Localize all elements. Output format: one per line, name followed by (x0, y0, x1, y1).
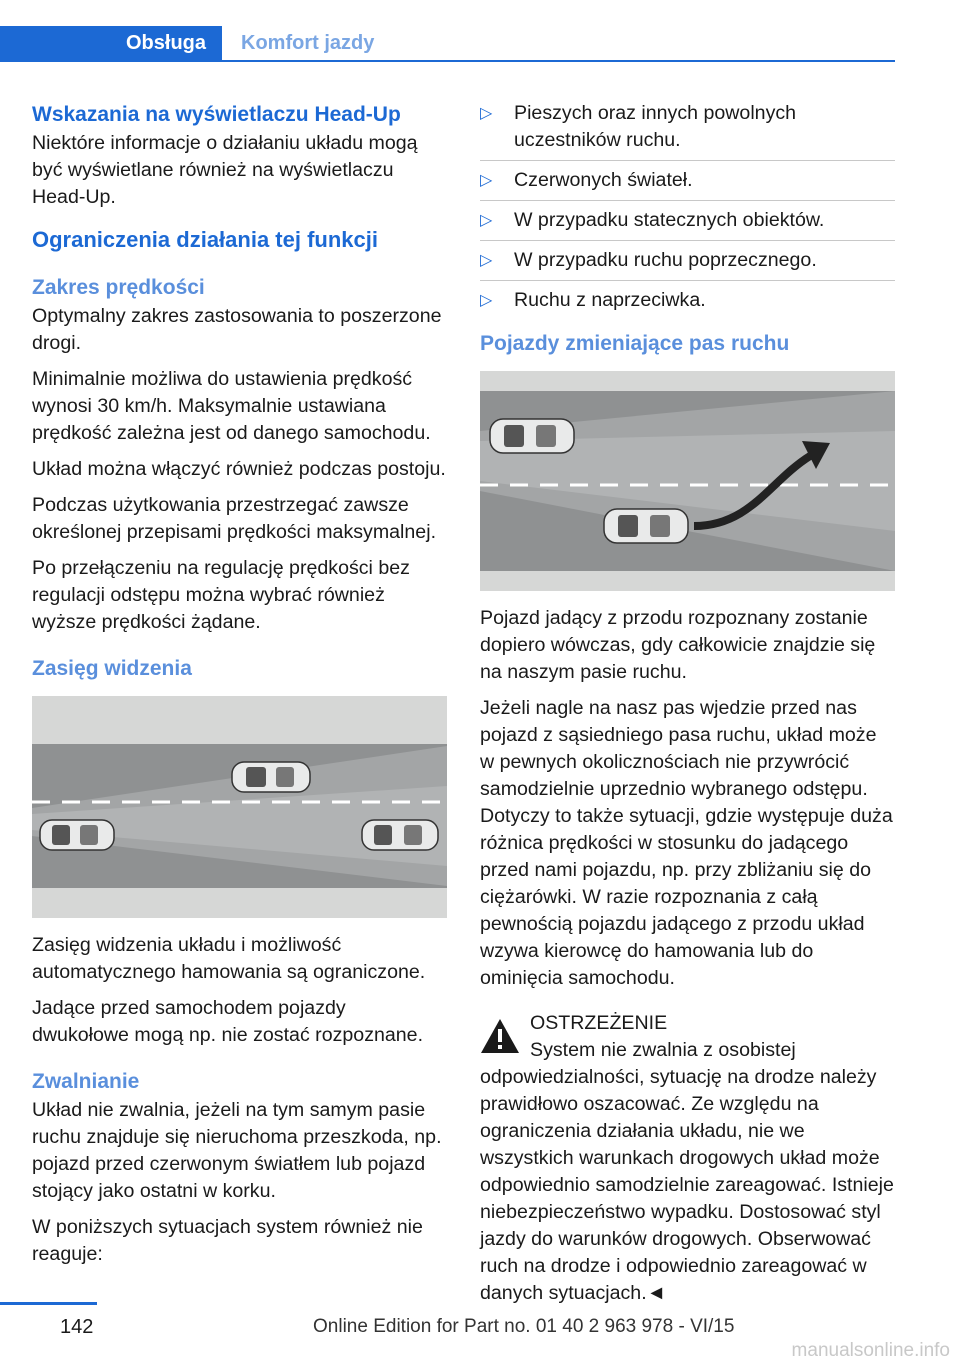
car-right (362, 820, 438, 850)
edition-text: Online Edition for Part no. 01 40 2 963 978 - VI/15 (313, 1316, 735, 1337)
list-item: ▷ Ruchu z naprzeciwka. (480, 287, 895, 320)
triangle-bullet-icon: ▷ (480, 292, 493, 309)
paragraph-speed-5: Po przełączeniu na regulację prędkości bez regulacji odstępu można wybrać również wyższe prędkości żądane. (32, 557, 410, 633)
car-own (40, 820, 114, 850)
paragraph-lane-1: Pojazd jadący z przodu rozpoznany zostanie dopiero wówczas, gdy całkowicie znajdzie się na naszym pasie ruchu. (480, 607, 876, 683)
tab-underline (0, 60, 895, 62)
paragraph-slowing-2: W poniższych sytuacjach system również nie reaguje: (32, 1216, 423, 1265)
figure-lane-change (480, 371, 895, 591)
warning-title: OSTRZEŻENIE (530, 1012, 668, 1034)
heading-speed-range: Zakres prędkości (32, 276, 205, 299)
warning-triangle-icon (480, 1018, 520, 1054)
paragraph-speed-4: Podczas użytkowania przestrzegać zawsze określonej przepisami prędkości maksymalnej. (32, 494, 437, 543)
tab-komfort-jazdy[interactable]: Komfort jazdy (241, 32, 375, 54)
paragraph-speed-3: Układ można włączyć również podczas postoju. (32, 458, 446, 480)
heading-head-up: Wskazania na wyświetlaczu Head-Up (32, 103, 401, 126)
figure-view-range (32, 696, 447, 918)
watermark: manualsonline.info (791, 1340, 950, 1361)
list-item: ▷ Czerwonych świateł. (480, 167, 895, 201)
triangle-bullet-icon: ▷ (480, 252, 493, 269)
warning-text: System nie zwalnia z osobistej odpowiedzialności, sytuację na drodze należy prawidłowo oszacować. Ze względu na ograniczenia działania układu, nie we wszystkich warunkach drogowych układ może odpowiednio samodzielnie zareagować. Istnieje niebezpieczeństwo wypadku. Dostosować styl jazdy do warunków drogowych. Obserwować ruch na drodze i odpowiednio zareagować w danych sytuacjach.◄ (480, 1039, 894, 1304)
list-item: ▷ W przypadku ruchu poprzecznego. (480, 247, 895, 281)
footer-line (0, 1302, 97, 1305)
heading-lane-change: Pojazdy zmieniające pas ruchu (480, 332, 790, 355)
car-own (490, 419, 574, 453)
list-item: ▷ W przypadku statecznych obiektów. (480, 207, 895, 241)
triangle-bullet-icon: ▷ (480, 212, 493, 229)
paragraph-speed-1: Optymalny zakres zastosowania to poszerzone drogi. (32, 305, 442, 354)
paragraph-head-up: Niektóre informacje o działaniu układu mogą być wyświetlane również na wyświetlaczu Head-Up. (32, 132, 418, 208)
heading-slowing: Zwalnianie (32, 1070, 140, 1093)
triangle-bullet-icon: ▷ (480, 172, 493, 189)
left-column (32, 100, 447, 1277)
no-reaction-list (480, 100, 895, 320)
car-merging (604, 509, 688, 543)
list-item: ▷ Pieszych oraz innych powolnych uczestników ruchu. (480, 100, 895, 161)
triangle-bullet-icon: ▷ (480, 105, 493, 122)
page-number: 142 (60, 1316, 94, 1338)
paragraph-view-2: Jadące przed samochodem pojazdy dwukołowe mogą np. nie zostać rozpoznane. (32, 997, 424, 1046)
right-column (480, 100, 895, 1307)
chapter-tabs (0, 26, 895, 62)
paragraph-slowing-1: Układ nie zwalnia, jeżeli na tym samym pasie ruchu znajduje się nieruchoma przeszkoda, np. pojazd przed czerwonym światłem lub pojazd stojący jako ostatni w korku. (32, 1099, 442, 1202)
paragraph-speed-2: Minimalnie możliwa do ustawienia prędkość wynosi 30 km/h. Maksymalnie ustawiana prędkość zależna jest od danego samochodu. (32, 368, 431, 444)
warning-box (480, 1010, 895, 1307)
tab-obsluga[interactable]: Obsługa (0, 26, 222, 61)
paragraph-lane-2: Jeżeli nagle na nasz pas wjedzie przed nas pojazd z sąsiedniego pasa ruchu, układ może w pewnych okolicznościach nie przywrócić samodzielnie uprzednio wybranego odstępu. Dotyczy to także sytuacji, gdzie występuje duża różnica prędkości w stosunku do jadącego przed nami pojazdu, np. przy zbliżaniu się do ciężarówki. W razie rozpoznania z całą pewnością pojazdu jadącego z przodu układ wzywa kierowcę do hamowania lub do ominięcia samochodu. (480, 697, 893, 989)
heading-limitations: Ograniczenia działania tej funkcji (32, 227, 378, 252)
car-front (232, 762, 310, 792)
paragraph-view-1: Zasięg widzenia układu i możliwość automatycznego hamowania są ograniczone. (32, 934, 426, 983)
heading-view-range: Zasięg widzenia (32, 657, 192, 680)
